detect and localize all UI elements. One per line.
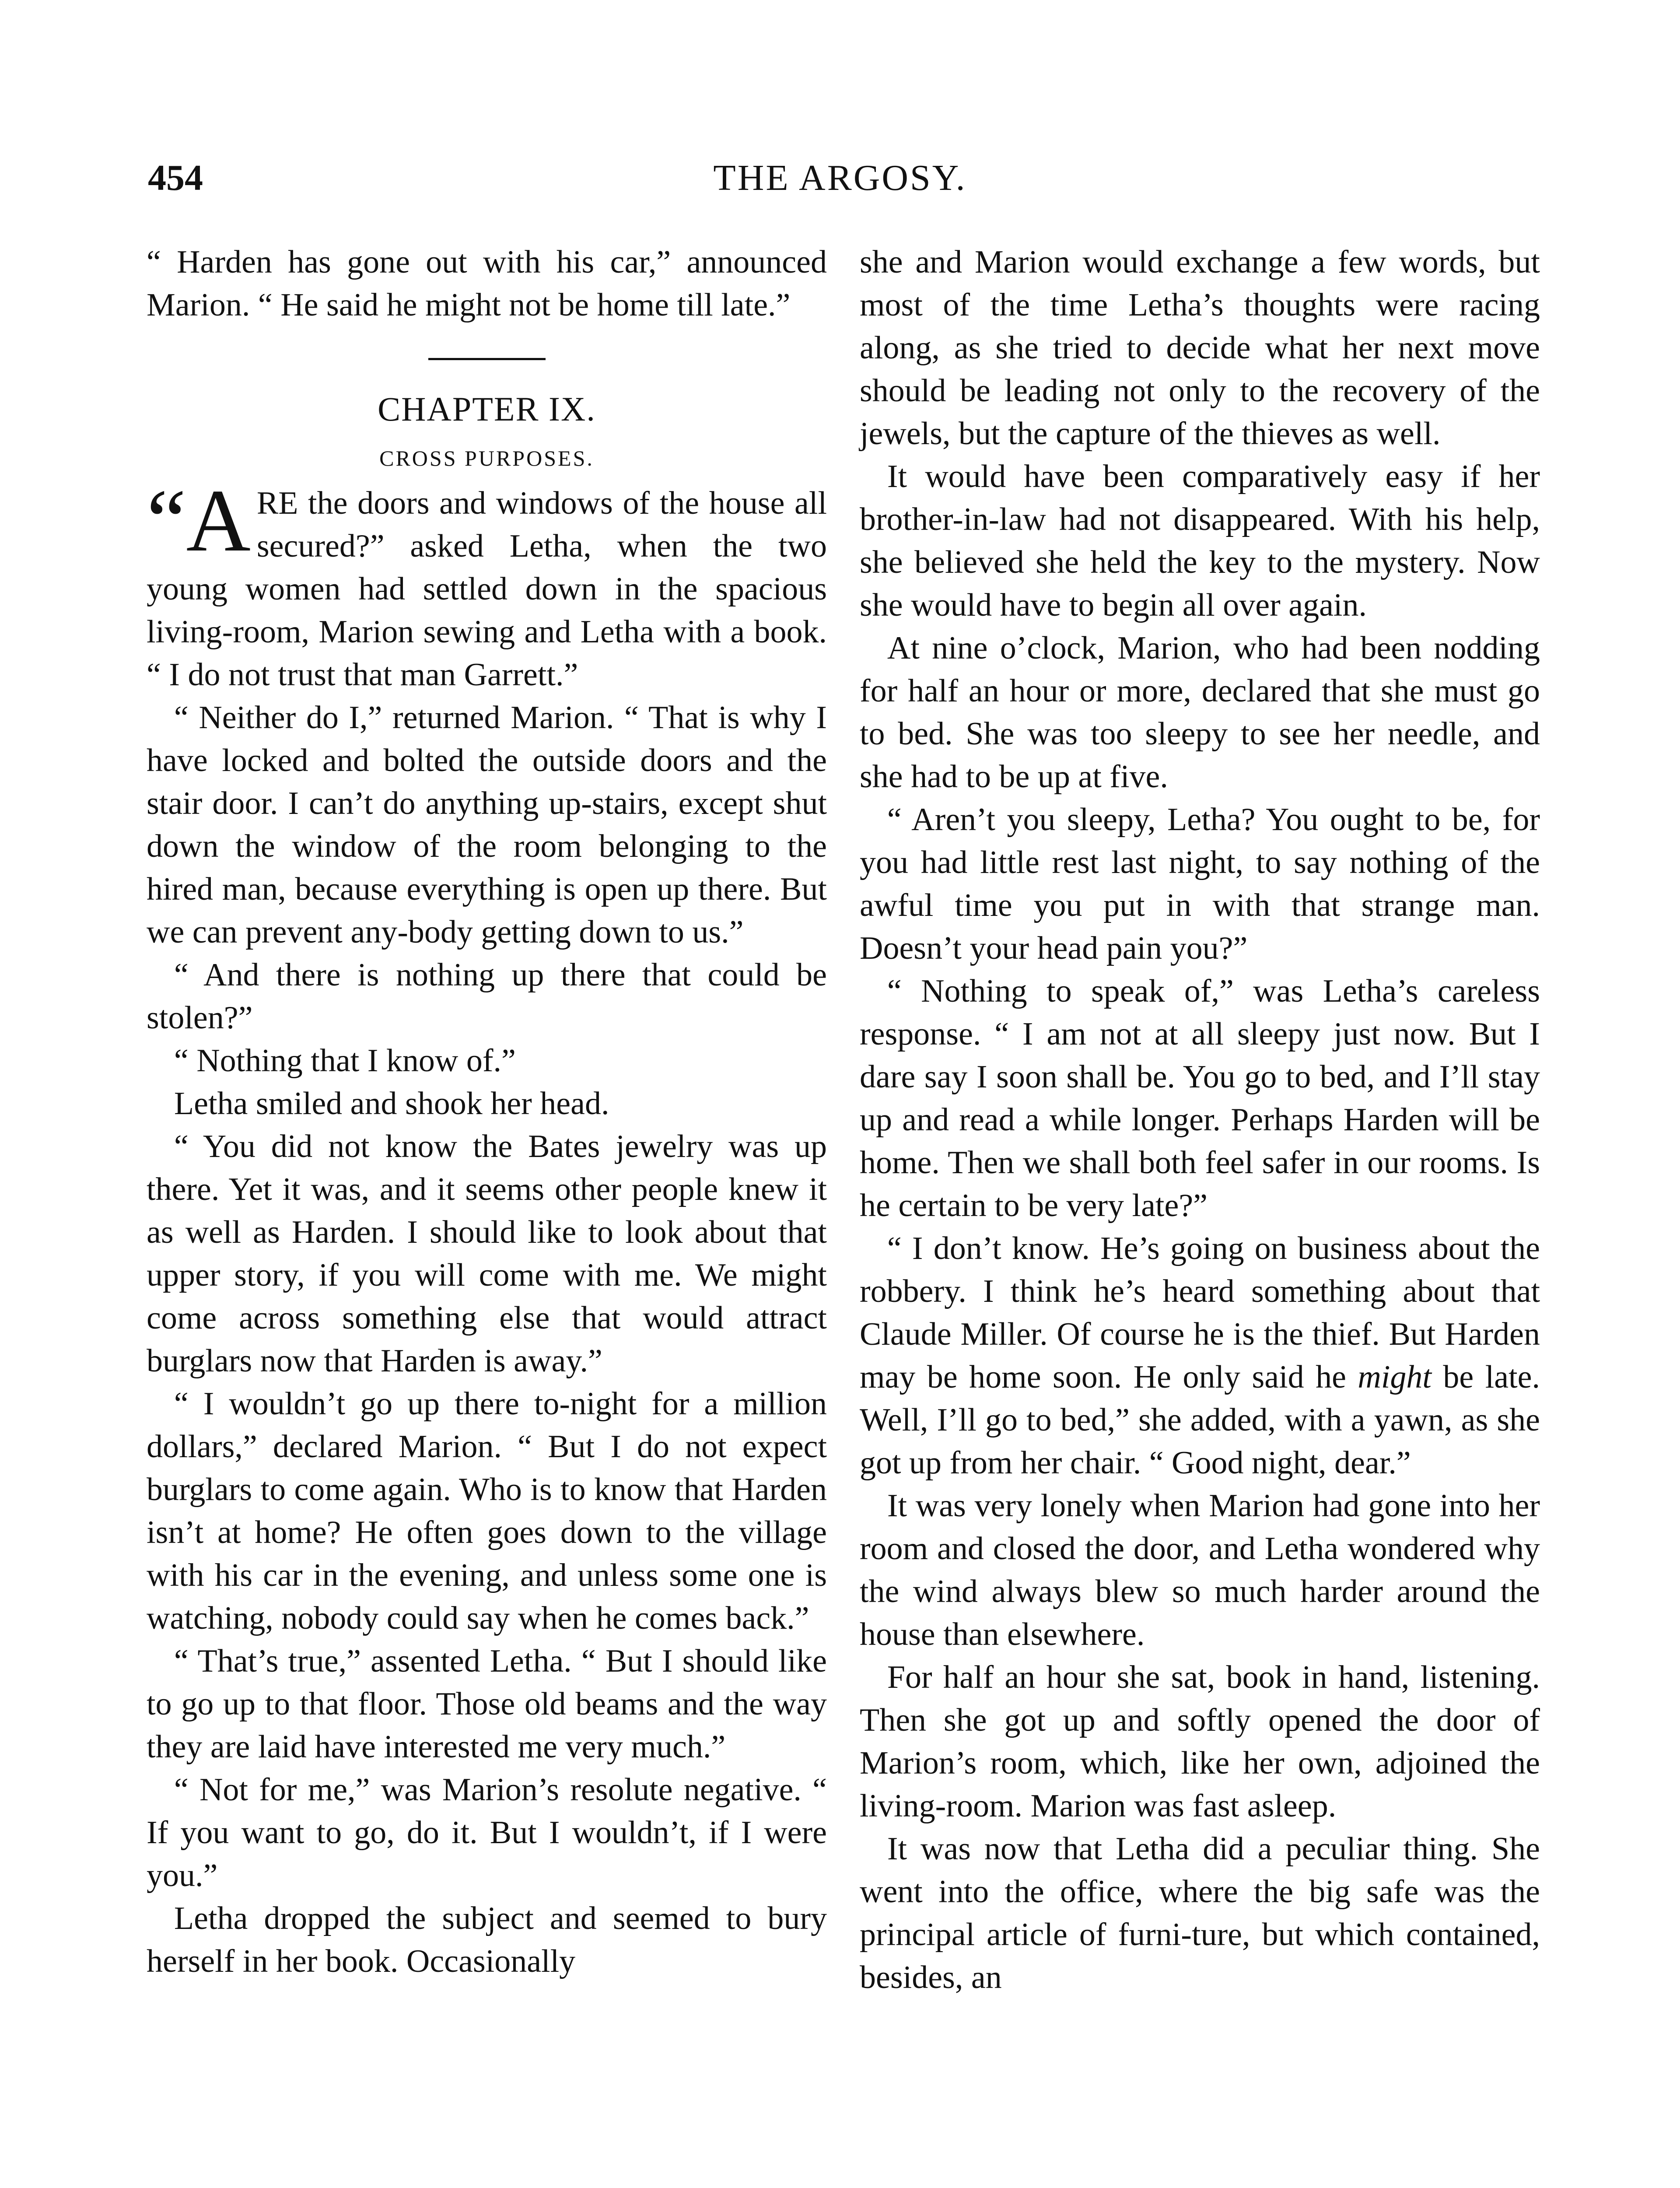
paragraph: It would have been comparatively easy if her brother-in-law had not disappeared. With his help, she believed she held the key to the mystery. Now she would have to begin all over again.	[860, 459, 1540, 623]
chapter-title: CHAPTER IX.	[378, 390, 596, 428]
drop-cap-letter: A	[186, 471, 251, 570]
paragraph: “ Nothing that I know of.”	[174, 1043, 516, 1079]
paragraph: It was now that Letha did a peculiar thing. She went into the office, where the big safe was the principal article of furni-ture, but which contained, besides, an	[860, 1831, 1540, 1995]
page-number: 454	[148, 158, 203, 198]
paragraph: It was very lonely when Marion had gone into her room and closed the door, and Letha wondered why the wind always blew so much harder around the house than elsewhere.	[860, 1488, 1540, 1652]
paragraph: Letha smiled and shook her head.	[174, 1086, 609, 1122]
paragraph: “ Not for me,” was Marion’s resolute negative. “ If you want to go, do it. But I wouldn’t, if I were you.”	[147, 1772, 827, 1893]
paragraph: “ You did not know the Bates jewelry was up there. Yet it was, and it seems other people knew it as well as Harden. I should like to look about that upper story, if you will come with me. We might come across something else that would attract burglars now that Harden is away.”	[147, 1129, 827, 1379]
drop-cap	[147, 471, 251, 570]
chapter-subtitle: CROSS PURPOSES.	[379, 446, 594, 470]
paragraph: “ Harden has gone out with his car,” announced Marion. “ He said he might not be home till late.”	[147, 244, 827, 323]
paragraph: “ I wouldn’t go up there to-night for a million dollars,” declared Marion. “ But I do not expect burglars to come again. Who is to know that Harden isn’t at home? He often goes down to the village with his car in the evening, and unless some one is watching, nobody could say when he comes back.”	[147, 1386, 827, 1636]
running-head: THE ARGOSY.	[713, 158, 967, 198]
paragraph: “ Aren’t you sleepy, Letha? You ought to be, for you had little rest last night, to say nothing of the awful time you put in with that strange man. Doesn’t your head pain you?”	[860, 802, 1540, 966]
drop-cap-quote: “	[147, 471, 186, 570]
right-column	[860, 241, 1540, 1999]
opening-paragraph	[147, 471, 827, 696]
paragraph-text: “ I don’t know. He’s going on business about the robbery. I think he’s heard something about that Claude Miller. Of course he is the thief. But Harden may be home soon. He only said he	[860, 1231, 1540, 1395]
paragraph: For half an hour she sat, book in hand, listening. Then she got up and softly opened the door of Marion’s room, which, like her own, adjoined the living-room. Marion was fast asleep.	[860, 1659, 1540, 1824]
paragraph: “ And there is nothing up there that could be stolen?”	[147, 957, 827, 1036]
paragraph: “ That’s true,” assented Letha. “ But I should like to go up to that floor. Those old beams and the way they are laid have interested me very much.”	[147, 1643, 827, 1765]
paragraph: Letha dropped the subject and seemed to bury herself in her book. Occasionally	[147, 1900, 827, 1979]
paragraph: At nine o’clock, Marion, who had been nodding for half an hour or more, declared that she must go to bed. She was too sleepy to see her needle, and she had to be up at five.	[860, 630, 1540, 795]
paragraph	[860, 1227, 1540, 1484]
section-divider	[428, 358, 546, 360]
paragraph: “ Neither do I,” returned Marion. “ That is why I have locked and bolted the outside doors and the stair door. I can’t do anything up-stairs, except shut down the window of the room belonging to the hired man, because everything is open up there. But we can prevent any-body getting down to us.”	[147, 700, 827, 950]
opening-paragraph-text: RE the doors and windows of the house all secured?” asked Letha, when the two young women had settled down in the spacious living-room, Marion sewing and Letha with a book. “ I do not trust that man Garrett.”	[147, 485, 827, 693]
emphasis: might	[1358, 1359, 1432, 1395]
paragraph-text: be late. Well, I’ll go to bed,” she added, with a yawn, as she got up from her chair. “ Good night, dear.”	[860, 1359, 1540, 1481]
paragraph: “ Nothing to speak of,” was Letha’s careless response. “ I am not at all sleepy just now. But I dare say I soon shall be. You go to bed, and I’ll stay up and read a while longer. Perhaps Harden will be home. Then we shall both feel safer in our rooms. Is he certain to be very late?”	[860, 973, 1540, 1224]
left-column	[147, 241, 827, 1983]
paragraph: she and Marion would exchange a few words, but most of the time Letha’s thoughts were racing along, as she tried to decide what her next move should be leading not only to the recovery of the jewels, but the capture of the thieves as well.	[860, 244, 1540, 452]
